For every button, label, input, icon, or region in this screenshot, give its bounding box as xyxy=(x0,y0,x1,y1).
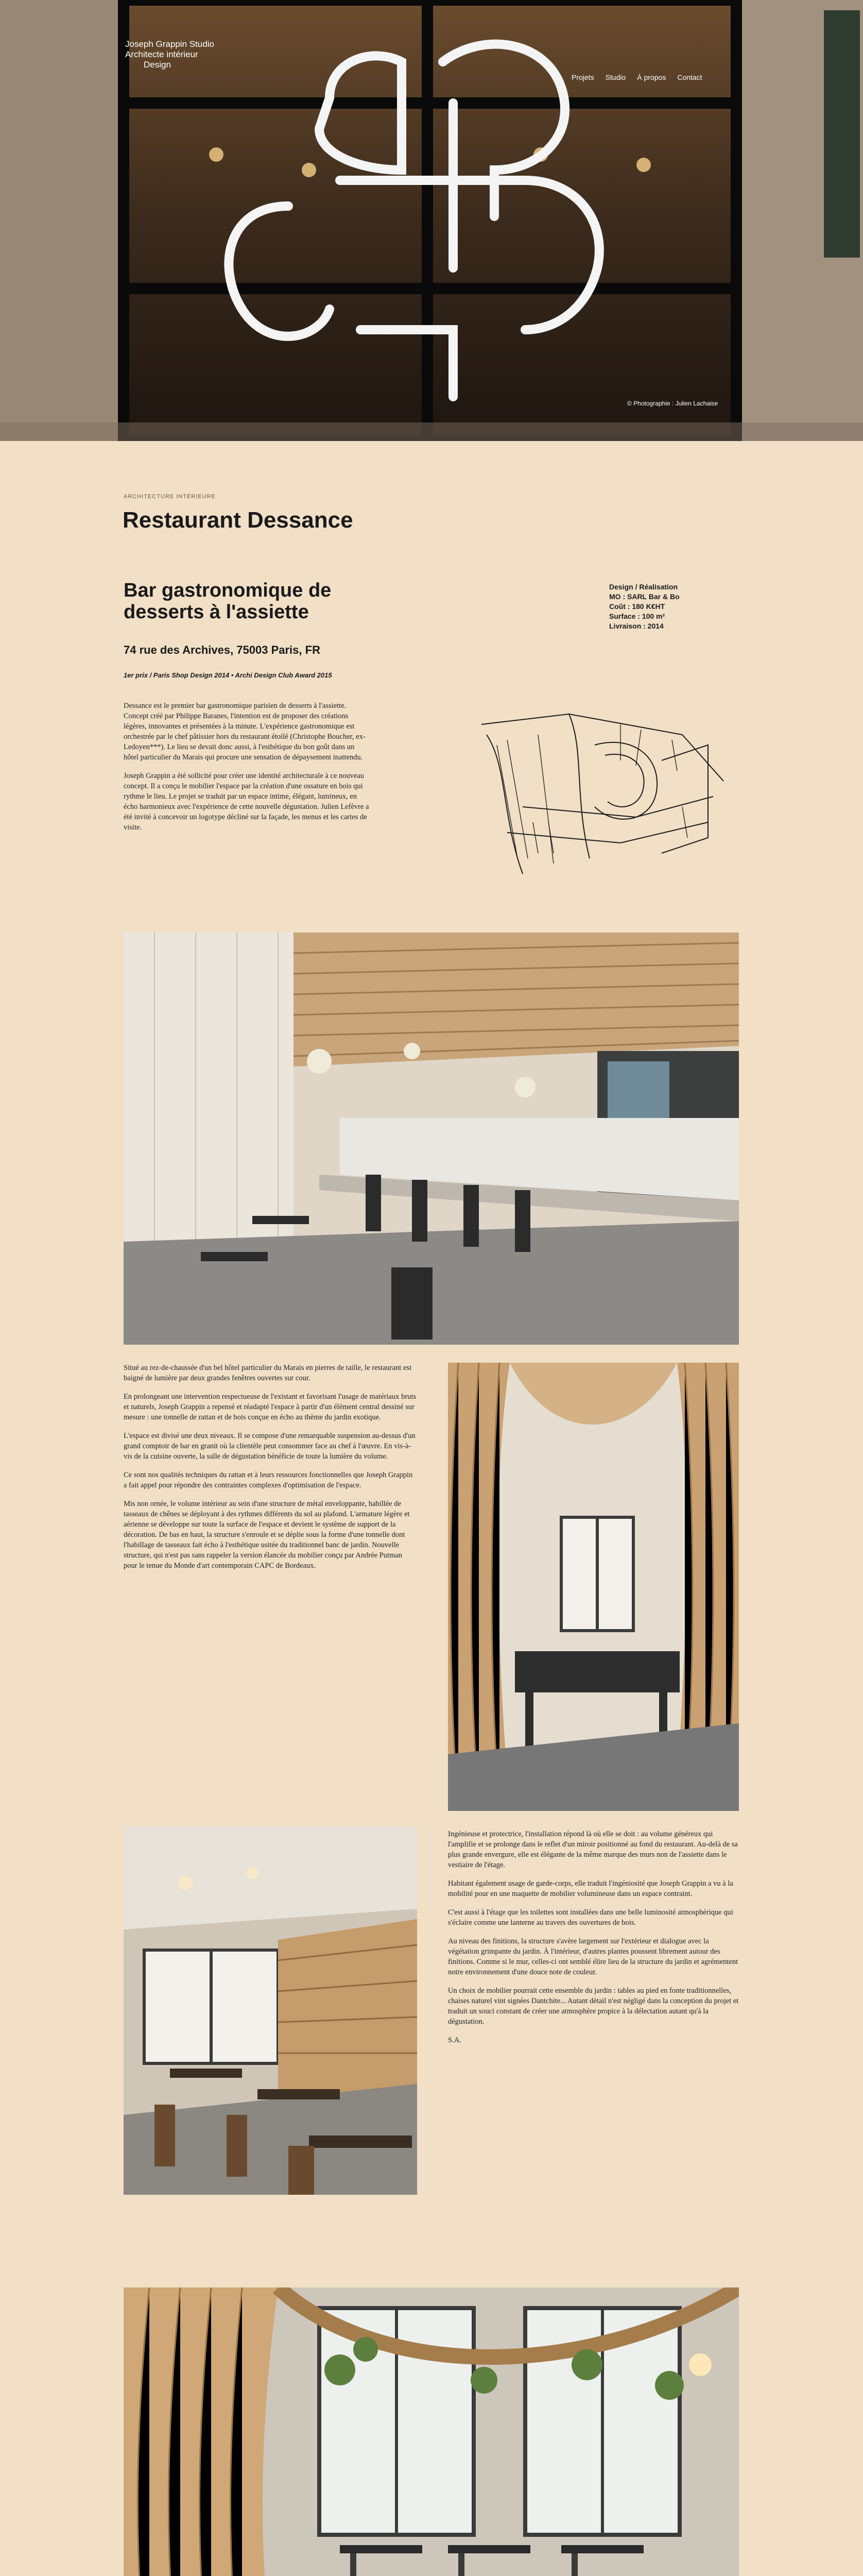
text-paragraph: Situé au rez-de-chaussée d'un bel hôtel particulier du Marais en pierres de taille, le restaurant est baigné de lumière par deux grandes fenêtres ouvertes sur cour. xyxy=(124,1364,412,1382)
text-paragraph: Habitant également usage de garde-corps, elle traduit l'ingéniosité que Joseph Grappin a vu à la mobilité pour en une maquette de mobilier volumineuse dans un espace contraint. xyxy=(448,1879,733,1898)
fact-line: Surface : 100 m² xyxy=(609,612,665,620)
project-subtitle: Bar gastronomique de desserts à l'assiette xyxy=(124,580,332,623)
breadcrumb[interactable]: ARCHITECTURE INTÉRIEURE xyxy=(124,494,216,500)
site-logo[interactable] xyxy=(125,39,214,70)
nav-studio[interactable]: Studio xyxy=(605,73,626,81)
author-initials: S.A. xyxy=(448,2036,461,2044)
nav-contact[interactable]: Contact xyxy=(677,73,702,81)
text-paragraph: Au niveau des finitions, la structure s'avère largement sur l'extérieur et dialogue avec la végétation grimpante du jardin. À l'intérieur, d'autres plantes poussent librement autour des finitions. Comme si le mur, celles-ci ont semblé élire lieu de la structure du jardin et agrémentent notre environnement d'une douce note de couleur. xyxy=(448,1937,738,1976)
text-paragraph: Ingénieuse et protectrice, l'installation répond là où elle se doit : au volume généreux qui l'amplifie et se prolonge dans le reflet d'un miroir positionné au fond du restaurant. Au-delà de sa plus grande envergure, elle est élégante de la même marque des murs non de l'assiette dans le vestiaire de l'étage. xyxy=(448,1830,738,1869)
project-address: 74 rue des Archives, 75003 Paris, FR xyxy=(124,643,320,656)
fact-line: Livraison : 2014 xyxy=(609,622,664,630)
text-paragraph: En prolongeant une intervention respectueuse de l'existant et favorisant l'usage de matériaux bruts et naturels, Joseph Grappin a repensé et réadapté l'espace à partir d'un élément central dessiné sur mesure : une tonnelle de rattan et de bois conçue en écho au thème du jardin exotique. xyxy=(124,1393,417,1421)
intro-paragraph: Joseph Grappin a été sollicité pour créer une identité architecturale à ce nouveau concept. Il a conçu le mobilier l'espace par la création d'une ossature en bois qui rythme le lieu. Le projet se traduit par un espace intime, élégant, lumineux, en écho harmonieux avec l'expérience de cette nouvelle dégustation. Julien Lefèvre a été invité à concevoir un logotype décliné sur la façade, les menus et les cartes de visite. xyxy=(124,772,369,832)
project-text-2 xyxy=(448,1829,739,2054)
text-paragraph: C'est aussi à l'étage que les toilettes sont installées dans une belle luminosité atmosphérique qui s'éclaire comme une lanterne au travers des ouvertures de bois. xyxy=(448,1908,733,1927)
fact-line: MO : SARL Bar & Bo xyxy=(609,592,680,601)
text-paragraph: Ce sont nos qualités techniques du rattan et à leurs ressources fonctionnelles que Joseph Grappin a fait appel pour répondre des contraintes complexes d'optimisation de l'espace. xyxy=(124,1471,413,1489)
interior-photo-windows xyxy=(124,2287,739,2576)
text-paragraph: Mis non ornée, le volume intérieur au sein d'une structure de métal enveloppante, habillée de tasseaux de chênes se déployant à des rythmes différents du sol au plafond. L'armature légère et aérienne se développe sur toute la surface de l'espace et devient le système de support de la décoration. De bas en haut, la structure s'enroule et se déplie sous la forme d'une tonnelle dont l'habillage de tasseaux fait écho à l'esthétique usitée du traditionnel banc de jardin. Nouvelle structure, qui n'est pas sans rappeler la version élancée du mobilier conçu par Andrée Putman pour le tenue du Monde d'art contemporain CAPC de Bordeaux. xyxy=(124,1500,410,1570)
interior-photo-tables xyxy=(124,1826,417,2195)
text-paragraph: Un choix de mobilier pourrait cette ensemble du jardin : tables au pied en fonte traditionnelles, chaises naturel vint signées Dantchite... Autant détail n'est négligé dans la conception du projet et traduit un souci constant de créer une atmosphère propice à la délectation autant qu'à la dégustation. xyxy=(448,1987,739,2026)
photo-credit: © Photographie : Julien Lachaise xyxy=(627,400,718,407)
project-text-1 xyxy=(124,1363,417,1579)
fact-line: Coût : 180 K€HT xyxy=(609,602,665,611)
logo-line-2: Architecte intérieur xyxy=(125,49,198,59)
project-intro xyxy=(124,701,371,841)
page-title: Restaurant Dessance xyxy=(123,507,353,533)
interior-photo-tonnelle xyxy=(448,1363,739,1811)
project-awards: 1er prix / Paris Shop Design 2014 • Archi Design Club Award 2015 xyxy=(124,671,332,679)
interior-photo-bar xyxy=(124,933,739,1345)
sketch-drawing xyxy=(466,704,739,884)
text-paragraph: L'espace est divisé une deux niveaux. Il se compose d'une remarquable suspension au-dessus d'un grand comptoir de bar en granit où la clientèle peut consommer face au chef à l'œuvre. En vis-à-vis de la cuisine ouverte, la salle de dégustation bénéficie de toute la lumière du volume. xyxy=(124,1432,416,1461)
fact-line: Design / Réalisation xyxy=(609,583,678,591)
logo-line-1: Joseph Grappin Studio xyxy=(125,39,214,49)
main-nav xyxy=(572,73,702,81)
nav-a-propos[interactable]: À propos xyxy=(637,73,666,81)
intro-paragraph: Dessance est le premier bar gastronomique parisien de desserts à l'assiette. Concept créé par Philippe Baranes, l'intention est de proposer des créations légères, innovantes et présentées à la minute. L'expérience gastronomique est orchestrée par le chef pâtissier hors du restaurant étoilé (Christophe Boucher, ex-Ledoyen***). Le lieu se devait donc aussi, à l'esthétique du bon goût dans un hôtel particulier du Marais qui procure une sensation de dépaysement inattendu. xyxy=(124,702,366,761)
project-facts xyxy=(609,582,680,631)
nav-projets[interactable]: Projets xyxy=(572,73,594,81)
logo-line-3: Design xyxy=(144,60,171,70)
